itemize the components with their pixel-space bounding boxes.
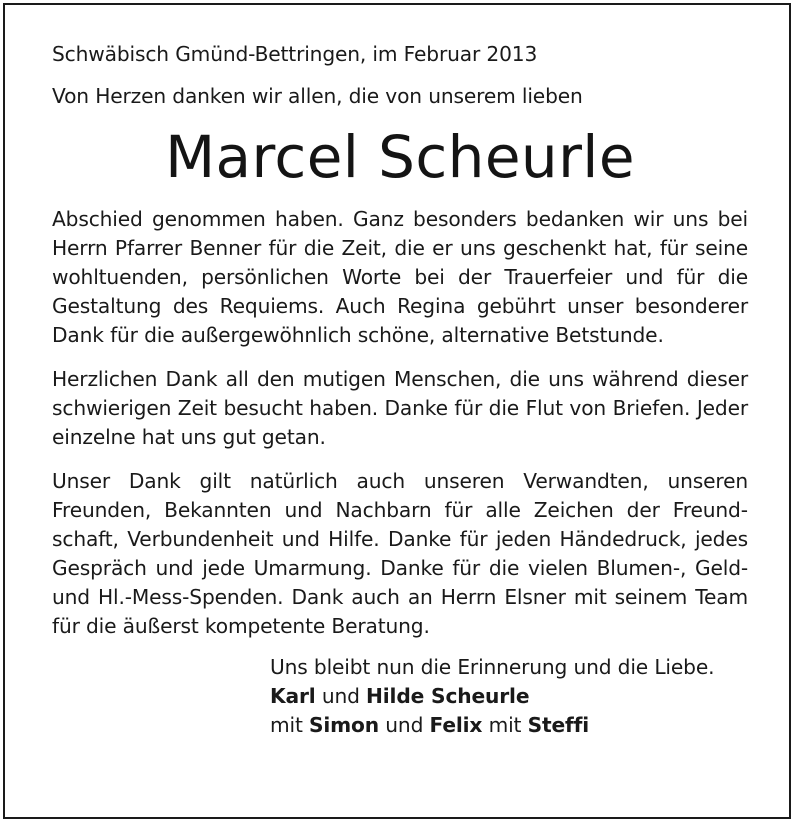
conjunction: und xyxy=(315,684,367,708)
intro-line: Von Herzen danken wir allen, die von unserem lieben xyxy=(52,84,583,108)
signature-line-2 xyxy=(270,711,748,740)
signer-hilde-scheurle: Hilde Scheurle xyxy=(366,684,530,708)
closing-signature xyxy=(270,653,748,740)
signer-karl: Karl xyxy=(270,684,316,708)
thanks-paragraph-3: Unser Dank gilt natürlich auch unseren Verwandten, unseren Freunden, Bekannten und Nachbarn für alle Zeichen der Freundschaft, Verbundenheit und Hilfe. Danke für jeden Händedruck, jedes Gespräch und jede Umarmung. Danke für die vielen Blumen-, Geld- und Hl.-Mess-Spenden. Dank auch an Herrn Elsner mit seinem Team für die äußerst kompetente Beratung. xyxy=(52,469,748,638)
obituary-notice xyxy=(52,40,748,740)
prefix: mit xyxy=(270,713,310,737)
deceased-name: Marcel Scheurle xyxy=(165,123,635,191)
mid-text: mit xyxy=(482,713,528,737)
thanks-paragraph-2: Herzlichen Dank all den mutigen Menschen, die uns während dieser schwierigen Zeit besucht haben. Danke für die Flut von Briefen. Jeder einzelne hat uns gut getan. xyxy=(52,367,748,449)
signer-simon: Simon xyxy=(309,713,380,737)
thanks-paragraph-1: Abschied genommen haben. Ganz besonders bedanken wir uns bei Herrn Pfarrer Benner für die Zeit, die er uns geschenkt hat, für seine wohltuenden, persönlichen Worte bei der Trauerfeier und für die Gestaltung des Requiems. Auch Regina gebührt unser besonderer Dank für die außergewöhnlich schöne, alternative Betstunde. xyxy=(52,207,748,347)
signer-steffi: Steffi xyxy=(527,713,590,737)
closing-line: Uns bleibt nun die Erinnerung und die Liebe. xyxy=(270,655,715,679)
conjunction: und xyxy=(379,713,430,737)
signature-line-1 xyxy=(270,682,748,711)
place-date-line: Schwäbisch Gmünd-Bettringen, im Februar 2013 xyxy=(52,42,538,66)
signer-felix: Felix xyxy=(429,713,483,737)
